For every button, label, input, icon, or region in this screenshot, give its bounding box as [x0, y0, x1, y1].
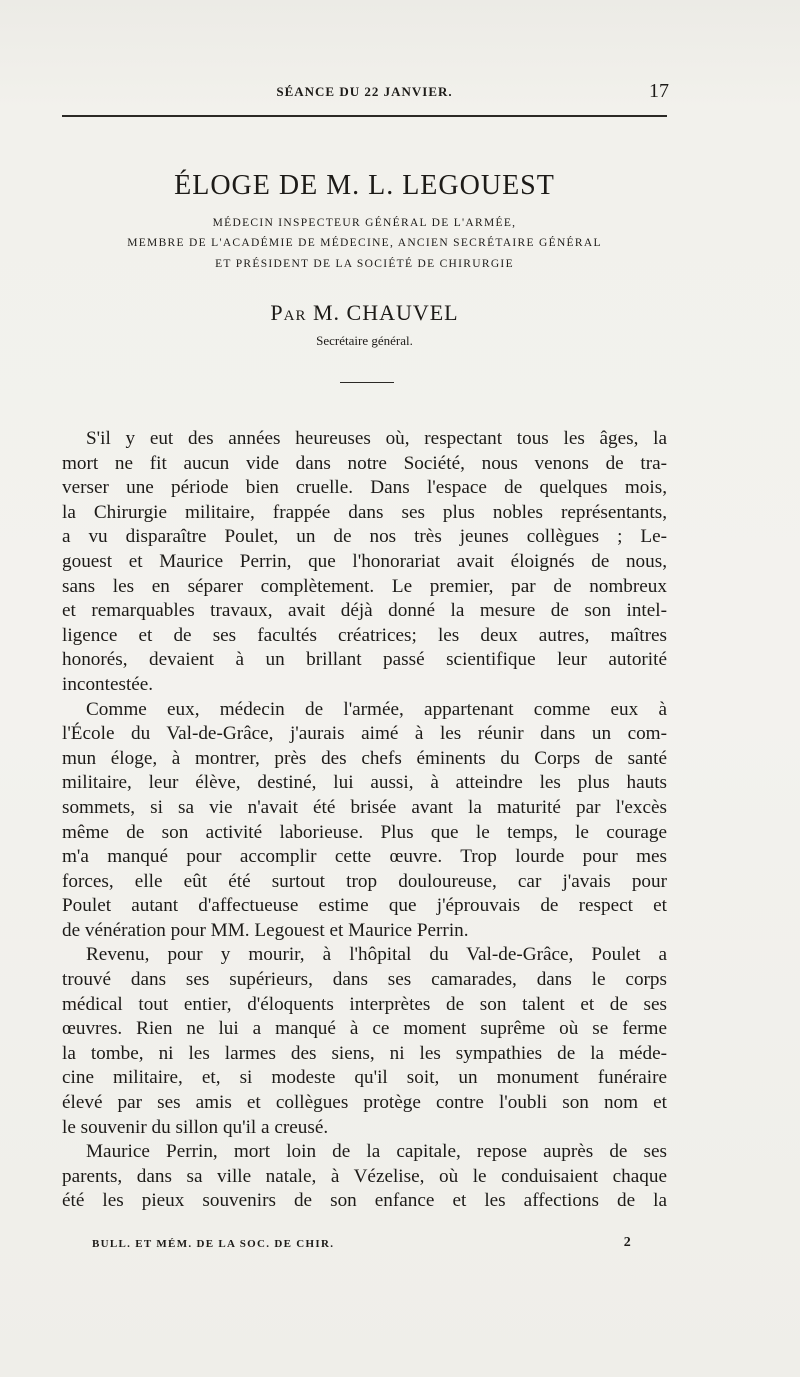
body-line: cine militaire, et, si modeste qu'il soit, un monument funéraire: [62, 1067, 667, 1089]
body-line: a vu disparaître Poulet, un de nos très jeunes collègues ; Le-: [62, 526, 667, 548]
body-line: verser une période bien cruelle. Dans l'espace de quelques mois,: [62, 477, 667, 499]
body-line: été les pieux souvenirs de son enfance et les affections de la: [62, 1190, 667, 1212]
body-line: sommets, si sa vie n'avait été brisée avant la maturité par l'excès: [62, 796, 667, 818]
subtitle-line: MÉDECIN INSPECTEUR GÉNÉRAL DE L'ARMÉE,: [212, 217, 517, 229]
author-role: Secrétaire général.: [316, 333, 413, 348]
subtitle-line: ET PRÉSIDENT DE LA SOCIÉTÉ DE CHIRURGIE: [215, 258, 514, 270]
body-line: mun éloge, à montrer, près des chefs éminents du Corps de santé: [62, 747, 667, 769]
body-line: incontestée.: [62, 673, 154, 695]
subtitle-line: MEMBRE DE L'ACADÉMIE DE MÉDECINE, ANCIEN SECRÉTAIRE GÉNÉRAL: [127, 237, 602, 249]
body-line: le souvenir du sillon qu'il a creusé.: [62, 1116, 329, 1138]
running-title: SÉANCE DU 22 JANVIER.: [276, 84, 453, 99]
author-line: [62, 300, 667, 326]
body-line: Poulet autant d'affectueuse estime que j'éprouvais de respect et: [62, 895, 667, 917]
body-line: honorés, devaient à un brillant passé scientifique leur autorité: [62, 649, 667, 671]
body-line: sans les en séparer complètement. Le premier, par de nombreux: [62, 575, 667, 597]
footer-journal: BULL. ET MÉM. DE LA SOC. DE CHIR.: [92, 1238, 335, 1250]
body-line: trouvé dans ses supérieurs, dans ses camarades, dans le corps: [62, 969, 667, 991]
author-name: M. CHAUVEL: [312, 300, 459, 325]
body-line: militaire, leur élève, destiné, lui aussi, à atteindre les plus hauts: [62, 772, 667, 794]
body-text: [62, 427, 667, 1214]
body-line: et remarquables travaux, avait déjà donné la mesure de son intel-: [62, 600, 667, 622]
section-divider: [340, 382, 394, 383]
author-prefix: Par: [270, 300, 307, 325]
body-line: élevé par ses amis et collègues protège contre l'oubli son nom et: [62, 1092, 667, 1114]
body-line: de vénération pour MM. Legouest et Maurice Perrin.: [62, 919, 469, 941]
signature-mark: 2: [623, 1235, 632, 1250]
body-line: l'École du Val-de-Grâce, j'aurais aimé à les réunir dans un com-: [62, 723, 667, 745]
body-line: parents, dans sa ville natale, à Vézelise, où le conduisaient chaque: [62, 1165, 667, 1187]
body-line: médical tout entier, d'éloquents interprètes de son talent et de ses: [62, 993, 667, 1015]
body-line: forces, elle eût été surtout trop douloureuse, car j'avais pour: [62, 870, 667, 892]
running-head: [62, 80, 669, 106]
footer: [92, 1235, 632, 1256]
body-line: ligence et de ses facultés créatrices; les deux autres, maîtres: [62, 624, 667, 646]
body-line: gouest et Maurice Perrin, que l'honorariat avait éloignés de nous,: [62, 550, 667, 572]
body-line: Maurice Perrin, mort loin de la capitale, repose auprès de ses: [86, 1141, 667, 1163]
body-line: Revenu, pour y mourir, à l'hôpital du Val-de-Grâce, Poulet a: [86, 944, 667, 966]
body-line: m'a manqué pour accomplir cette œuvre. Trop lourde pour mes: [62, 846, 667, 868]
body-line: œuvres. Rien ne lui a manqué à ce moment suprême où se ferme: [62, 1018, 667, 1040]
body-line: la Chirurgie militaire, frappée dans ses plus nobles représentants,: [62, 501, 667, 523]
header-rule: [62, 115, 667, 117]
body-line: Comme eux, médecin de l'armée, appartenant comme eux à: [86, 698, 667, 720]
body-line: mort ne fit aucun vide dans notre Société, nous venons de tra-: [62, 452, 667, 474]
body-line: même de son activité laborieuse. Plus que le temps, le courage: [62, 821, 667, 843]
page-number: 17: [649, 80, 669, 102]
body-line: la tombe, ni les larmes des siens, ni les sympathies de la méde-: [62, 1042, 667, 1064]
body-line: S'il y eut des années heureuses où, respectant tous les âges, la: [86, 428, 667, 449]
article-title: ÉLOGE DE M. L. LEGOUEST: [174, 170, 555, 201]
